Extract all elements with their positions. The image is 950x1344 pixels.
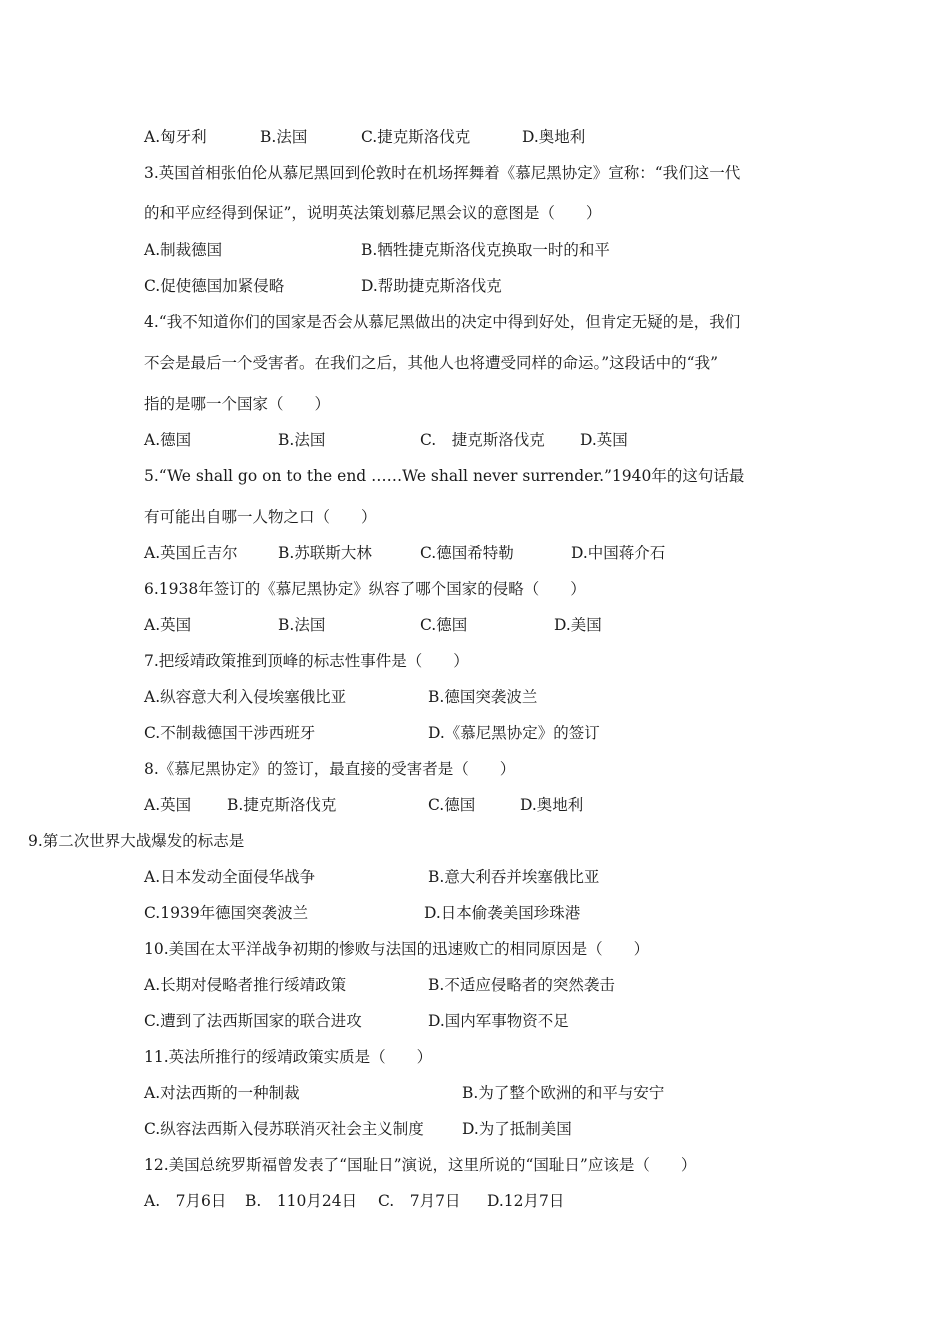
option-c: C.德国 <box>428 796 476 814</box>
option-b: B.苏联斯大林 <box>278 544 372 562</box>
question-text: 10.美国在太平洋战争初期的惨败与法国的迅速败亡的相同原因是（ ） <box>144 940 650 958</box>
option-c: C.不制裁德国干涉西班牙 <box>144 724 316 742</box>
option-d: D.中国蒋介石 <box>571 544 666 562</box>
question-text: 3.英国首相张伯伦从慕尼黑回到伦敦时在机场挥舞着《慕尼黑协定》宣称：“我们这一代 <box>144 164 741 182</box>
question-text: 指的是哪一个国家（ ） <box>144 395 331 413</box>
question-text: 的和平应经得到保证”，说明英法策划慕尼黑会议的意图是（ ） <box>144 204 602 222</box>
question-text: 4.“我不知道你们的国家是否会从慕尼黑做出的决定中得到好处，但肯定无疑的是，我们 <box>144 313 741 331</box>
option-a: A.德国 <box>144 431 192 449</box>
option-d: D.美国 <box>554 616 602 634</box>
option-c: C. 7月7日 <box>378 1192 461 1210</box>
option-d: D.日本偷袭美国珍珠港 <box>424 904 581 922</box>
question-text: 11.英法所推行的绥靖政策实质是（ ） <box>144 1048 433 1066</box>
question-text: 12.美国总统罗斯福曾发表了“国耻日”演说，这里所说的“国耻日”应该是（ ） <box>144 1156 697 1174</box>
option-d: D.帮助捷克斯洛伐克 <box>361 277 502 295</box>
option-c: C.1939年德国突袭波兰 <box>144 904 309 922</box>
option-d: D.奥地利 <box>522 128 586 146</box>
option-c: C.德国希特勒 <box>420 544 514 562</box>
option-a: A. 7月6日 <box>144 1192 227 1210</box>
question-text: 不会是最后一个受害者。在我们之后，其他人也将遭受同样的命运。”这段话中的“我” <box>144 354 719 372</box>
option-c: C.德国 <box>420 616 468 634</box>
option-b: B.德国突袭波兰 <box>428 688 538 706</box>
option-b: B.不适应侵略者的突然袭击 <box>428 976 615 994</box>
option-a: A.英国 <box>144 796 192 814</box>
option-a: A.英国丘吉尔 <box>144 544 238 562</box>
option-a: A.制裁德国 <box>144 241 223 259</box>
option-b: B.法国 <box>260 128 308 146</box>
option-b: B. 110月24日 <box>245 1192 358 1210</box>
option-c: C.促使德国加紧侵略 <box>144 277 285 295</box>
option-d: D.12月7日 <box>487 1192 565 1210</box>
option-d: D.《慕尼黑协定》的签订 <box>428 724 600 742</box>
option-d: D.国内军事物资不足 <box>428 1012 569 1030</box>
question-text: 9.第二次世界大战爆发的标志是 <box>28 832 245 850</box>
option-b: B.意大利吞并埃塞俄比亚 <box>428 868 600 886</box>
option-c: C.捷克斯洛伐克 <box>361 128 471 146</box>
option-a: A.英国 <box>144 616 192 634</box>
option-a: A.日本发动全面侵华战争 <box>144 868 316 886</box>
option-a: A.匈牙利 <box>144 128 207 146</box>
option-d: D.奥地利 <box>520 796 584 814</box>
question-text: 7.把绥靖政策推到顶峰的标志性事件是（ ） <box>144 652 469 670</box>
option-b: B.法国 <box>278 616 326 634</box>
option-c: C.纵容法西斯入侵苏联消灭社会主义制度 <box>144 1120 424 1138</box>
question-text: 6.1938年签订的《慕尼黑协定》纵容了哪个国家的侵略（ ） <box>144 580 586 598</box>
option-b: B.捷克斯洛伐克 <box>227 796 337 814</box>
option-a: A.对法西斯的一种制裁 <box>144 1084 300 1102</box>
option-d: D.为了抵制美国 <box>462 1120 572 1138</box>
question-text: 8.《慕尼黑协定》的签订，最直接的受害者是（ ） <box>144 760 516 778</box>
option-b: B.为了整个欧洲的和平与安宁 <box>462 1084 665 1102</box>
question-text: 有可能出自哪一人物之口（ ） <box>144 508 377 526</box>
option-a: A.纵容意大利入侵埃塞俄比亚 <box>144 688 347 706</box>
option-c: C.遭到了法西斯国家的联合进攻 <box>144 1012 362 1030</box>
option-a: A.长期对侵略者推行绥靖政策 <box>144 976 347 994</box>
question-text: 5.“We shall go on to the end ……We shall never surrender.”1940年的这句话最 <box>144 467 745 485</box>
option-b: B.牺牲捷克斯洛伐克换取一时的和平 <box>361 241 610 259</box>
option-d: D.英国 <box>580 431 628 449</box>
option-b: B.法国 <box>278 431 326 449</box>
option-c: C. 捷克斯洛伐克 <box>420 431 545 449</box>
